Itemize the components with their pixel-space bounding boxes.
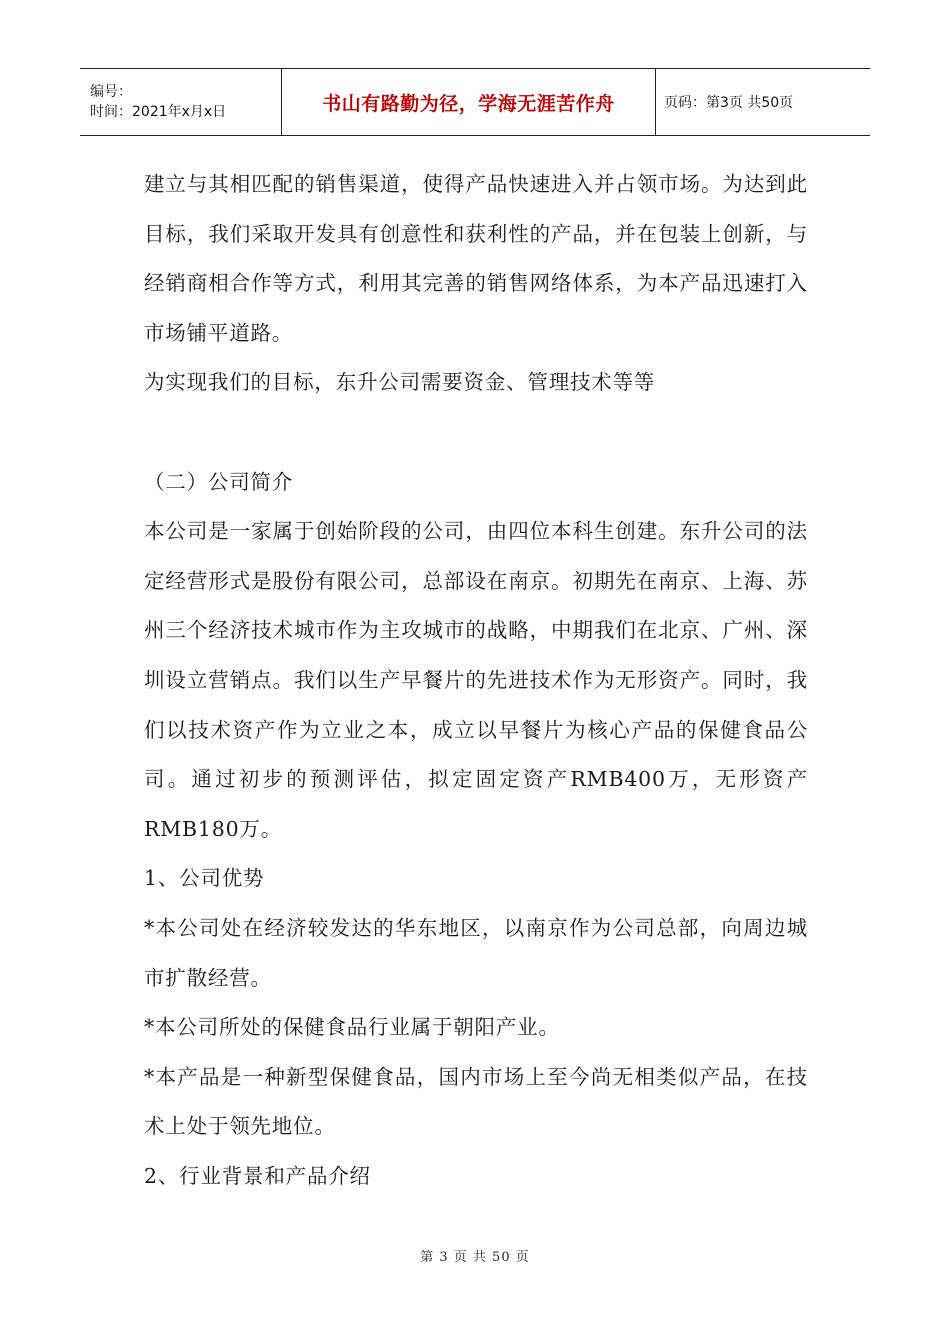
section-heading: （二）公司简介	[144, 469, 294, 494]
footer-page-number: 第 3 页 共 50 页	[420, 1250, 530, 1265]
bullet-paragraph: *本公司处在经济较发达的华东地区，以南京作为公司总部，向周边城市扩散经营。	[144, 915, 808, 990]
document-header	[80, 68, 870, 136]
bullet-paragraph: *本产品是一种新型保健食品，国内市场上至今尚无相类似产品，在技术上处于领先地位。	[144, 1064, 808, 1139]
bullet-paragraph: *本公司所处的保健食品行业属于朝阳产业。	[144, 1015, 560, 1040]
document-date-label: 时间：2021年x月x日	[90, 104, 227, 120]
subsection-heading: 1、公司优势	[144, 866, 265, 891]
body-paragraph: 建立与其相匹配的销售渠道，使得产品快速进入并占领市场。为达到此目标，我们采取开发具有创意性和获利性的产品，并在包装上创新，与经销商相合作等方式，利用其完善的销售网络体系，为本产品迅速打入市场铺平道路。	[144, 172, 808, 345]
header-motto: 书山有路勤为径，学海无涯苦作舟	[322, 92, 615, 115]
subsection-heading: 2、行业背景和产品介绍	[144, 1163, 371, 1188]
blank-line	[144, 408, 808, 458]
header-motto-cell	[282, 69, 656, 135]
body-paragraph: 本公司是一家属于创始阶段的公司，由四位本科生创建。东升公司的法定经营形式是股份有限公司，总部设在南京。初期先在南京、上海、苏州三个经济技术城市作为主攻城市的战略，中期我们在北京、广州、深圳设立营销点。我们以生产早餐片的先进技术作为无形资产。同时，我们以技术资产作为立业之本，成立以早餐片为核心产品的保健食品公司。通过初步的预测评估，拟定固定资产RMB400万，无形资产RMB180万。	[144, 519, 808, 841]
header-page-cell	[656, 69, 870, 135]
header-page-info: 页码：第3页 共50页	[664, 95, 794, 111]
page-footer	[0, 1246, 950, 1265]
document-body	[144, 160, 808, 1201]
header-meta-cell	[80, 69, 282, 135]
document-number-label: 编号：	[90, 84, 132, 100]
body-paragraph: 为实现我们的目标，东升公司需要资金、管理技术等等	[144, 370, 656, 395]
